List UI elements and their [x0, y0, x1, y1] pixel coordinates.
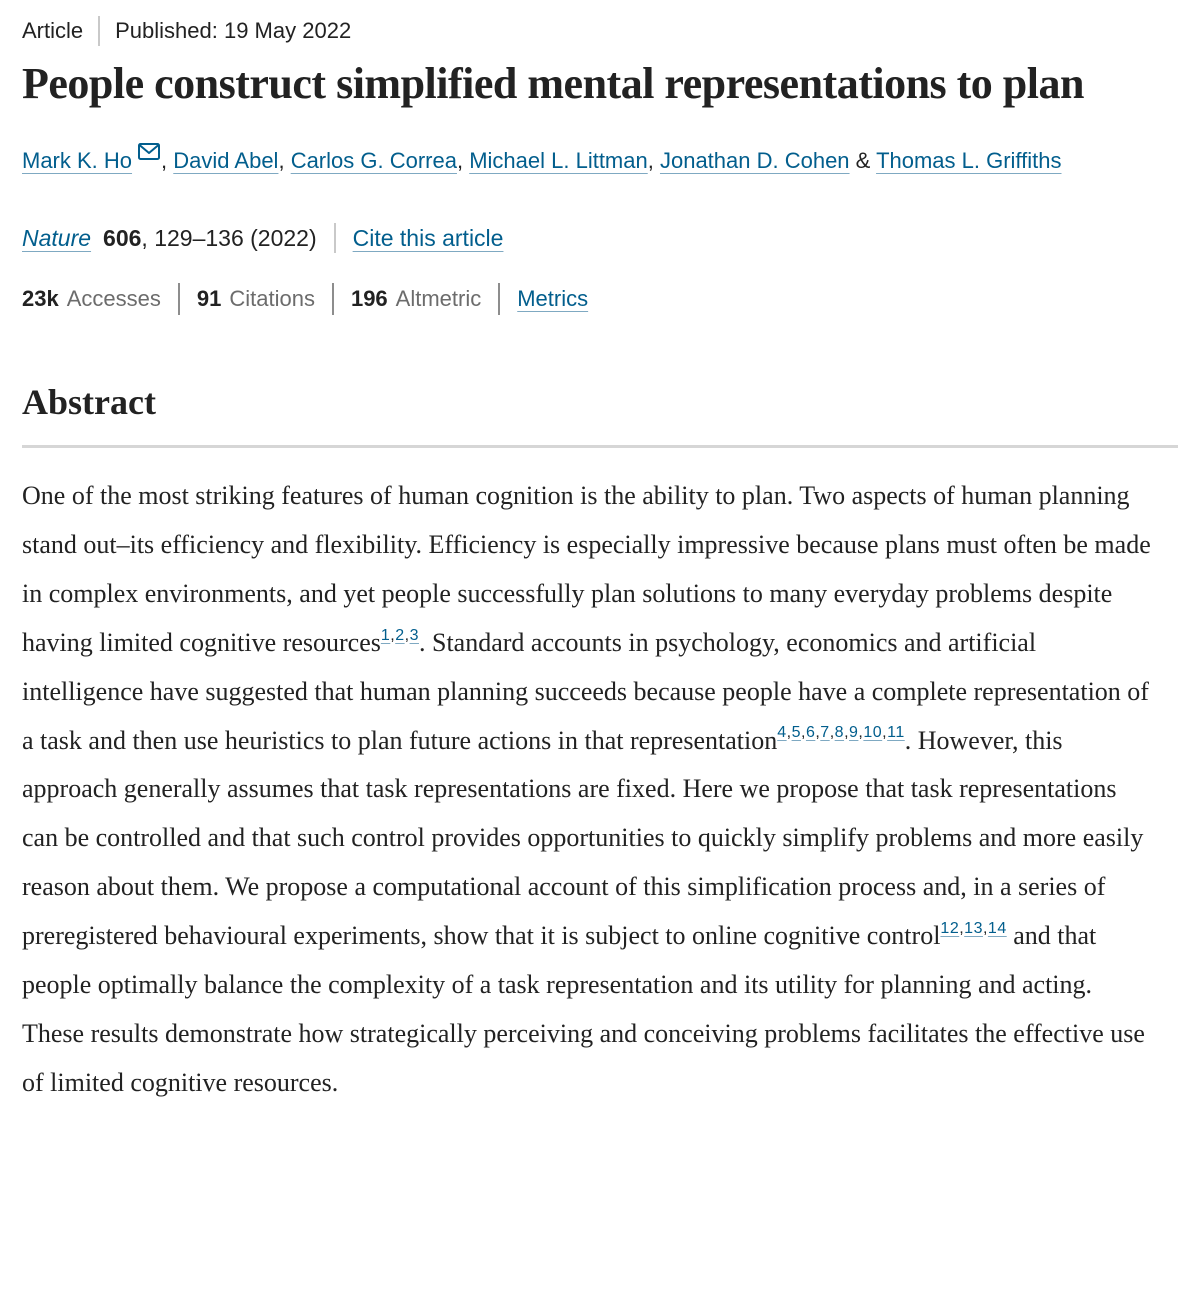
- journal-link[interactable]: Nature: [22, 224, 92, 251]
- metric-value: 23k: [22, 286, 59, 312]
- cite-this-article-link[interactable]: Cite this article: [352, 224, 504, 251]
- abstract-heading: Abstract: [22, 382, 156, 423]
- reference-comma: ,: [786, 724, 792, 742]
- reference-link[interactable]: 10: [863, 724, 883, 742]
- reference-superscript: [381, 627, 419, 644]
- reference-link[interactable]: 1: [380, 626, 391, 644]
- metric-value: 196: [350, 286, 388, 312]
- reference-link[interactable]: 3: [409, 626, 419, 644]
- abstract-divider: [22, 445, 1178, 448]
- author-link[interactable]: David Abel: [173, 147, 279, 173]
- reference-comma: ,: [390, 626, 396, 644]
- metrics-row: [22, 283, 1178, 315]
- metric-item: [22, 286, 161, 312]
- author-link[interactable]: Michael L. Littman: [469, 147, 648, 173]
- author-separator: ,: [161, 147, 174, 173]
- author-link[interactable]: Jonathan D. Cohen: [659, 147, 850, 173]
- metric-divider: [178, 283, 180, 315]
- reference-link[interactable]: 13: [964, 919, 983, 937]
- author-link[interactable]: Thomas L. Griffiths: [876, 147, 1062, 173]
- reference-link[interactable]: 2: [395, 626, 405, 644]
- metric-divider: [332, 283, 334, 315]
- metric-label: Altmetric: [395, 286, 482, 312]
- reference-comma: ,: [844, 724, 850, 742]
- reference-comma: ,: [959, 919, 965, 937]
- reference-comma: ,: [800, 724, 806, 742]
- citation-pages: , 129–136 (2022): [141, 224, 317, 251]
- metric-divider: [498, 283, 500, 315]
- metric-label: Citations: [229, 286, 315, 312]
- reference-comma: ,: [829, 724, 835, 742]
- reference-link[interactable]: 4: [777, 724, 787, 742]
- reference-link[interactable]: 12: [940, 919, 960, 937]
- author-separator: ,: [278, 147, 291, 173]
- meta-divider: [98, 16, 100, 46]
- author-separator: &: [849, 147, 877, 173]
- reference-comma: ,: [404, 626, 410, 644]
- author-separator: ,: [647, 147, 660, 173]
- reference-comma: ,: [982, 919, 988, 937]
- metric-item: [197, 286, 315, 312]
- author-separator: ,: [456, 147, 470, 173]
- citation-row: [22, 223, 1178, 253]
- reference-link[interactable]: 5: [791, 724, 801, 742]
- journal-volume: 606: [103, 224, 142, 251]
- article-meta-row: [22, 16, 1178, 46]
- reference-comma: ,: [882, 724, 888, 742]
- reference-link[interactable]: 9: [849, 724, 859, 742]
- abstract-paragraph: One of the most striking features of human cognition is the ability to plan. Two aspects of human planning stand out–its efficiency and flexibility. Efficiency is especially impressive because plans must often be made in complex environments, and yet people successfully plan solutions to many everyday problems despite having limited cognitive resources$^{1,2,3}$. Standard accounts in psychology, economics and artificial intelligence have suggested that human planning succeeds because people have a complete representation of a task and then use heuristics to plan future actions in that representation$^{4,5,6,7,8,9,10,11}$. However, this approach generally assumes that task representations are fixed. Here we propose that task representations can be controlled and that such control provides opportunities to quickly simplify problems and more easily reason about them. We propose a computational account of this simplification process and, in a series of preregistered behavioural experiments, show that it is subject to online cognitive control$^{12,13,14}$ and that people optimally balance the complexity of a task representation and its utility for planning and acting. These results demonstrate how strategically perceiving and conceiving problems facilitates the effective use of limited cognitive resources.: [22, 481, 1151, 1097]
- article-type-label: Article: [22, 17, 84, 43]
- reference-link[interactable]: 6: [805, 724, 816, 742]
- reference-comma: ,: [815, 724, 821, 742]
- author-link[interactable]: Carlos G. Correa: [290, 147, 457, 173]
- metric-value: 91: [196, 286, 222, 312]
- reference-link[interactable]: 8: [834, 724, 845, 742]
- citation-detail: [22, 225, 317, 252]
- metric-label: Accesses: [66, 286, 161, 312]
- reference-comma: ,: [858, 724, 864, 742]
- author-link[interactable]: Mark K. Ho: [22, 147, 133, 173]
- reference-link[interactable]: 11: [887, 724, 905, 742]
- page-title: People construct simplified mental representations to plan: [22, 59, 1084, 108]
- author-list: [22, 137, 1162, 185]
- citation-divider: [334, 223, 336, 253]
- reference-superscript: [940, 920, 1006, 937]
- metric-item: [351, 286, 481, 312]
- reference-link[interactable]: 14: [987, 919, 1007, 937]
- reference-link[interactable]: 7: [820, 724, 830, 742]
- reference-superscript: [777, 724, 905, 741]
- published-date: Published: 19 May 2022: [115, 17, 352, 43]
- metrics-link[interactable]: Metrics: [517, 286, 589, 312]
- email-icon[interactable]: [138, 143, 160, 160]
